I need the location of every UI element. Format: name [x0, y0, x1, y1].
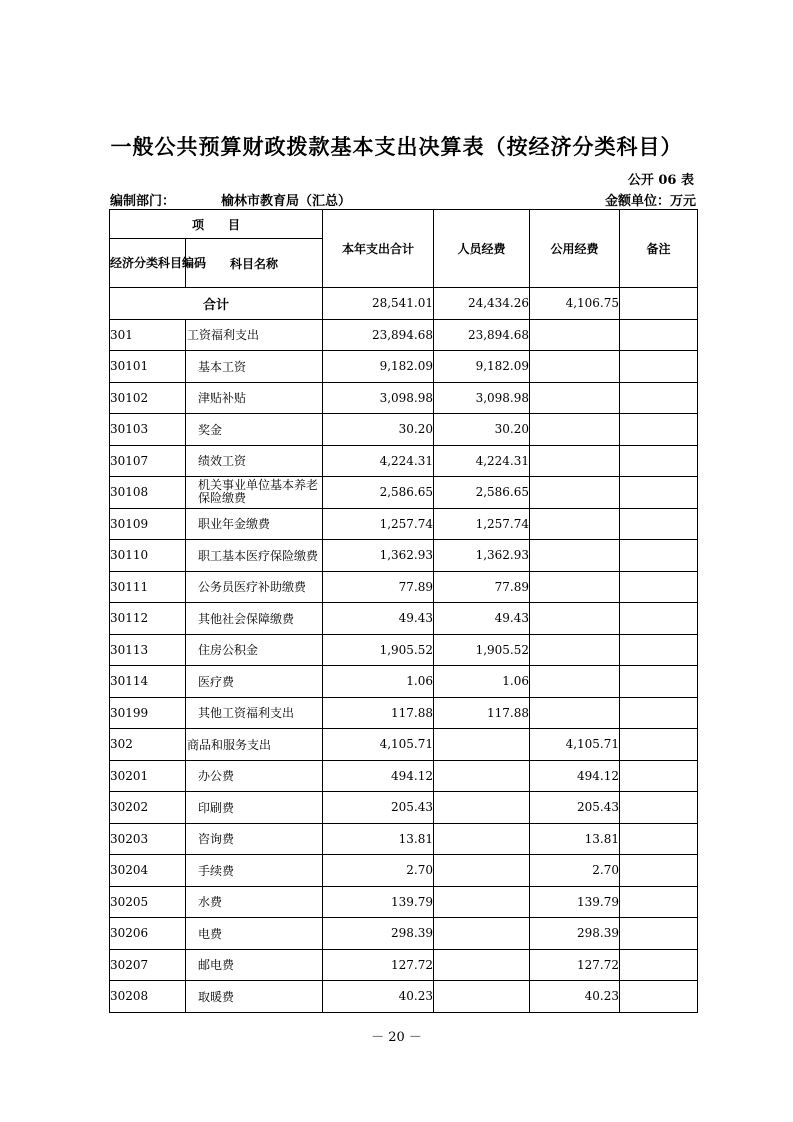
personnel-cell: 4,224.31 [434, 445, 530, 477]
public-cell [530, 445, 620, 477]
public-cell [530, 382, 620, 414]
total-label: 合计 [110, 288, 323, 320]
total-cell: 30.20 [323, 414, 434, 446]
header-total: 本年支出合计 [323, 210, 434, 288]
total-cell: 3,098.98 [323, 382, 434, 414]
remark-cell [620, 414, 698, 446]
code-cell: 30110 [110, 540, 186, 572]
name-cell: 津贴补贴 [186, 382, 323, 414]
name-cell: 电费 [186, 918, 323, 950]
total-row [110, 288, 698, 320]
remark-cell [620, 918, 698, 950]
personnel-cell: 1,362.93 [434, 540, 530, 572]
public-cell [530, 540, 620, 572]
name-cell: 医疗费 [186, 666, 323, 698]
remark-cell [620, 823, 698, 855]
total-cell: 13.81 [323, 823, 434, 855]
header-item: 项 目 [110, 210, 323, 239]
page-title: 一般公共预算财政拨款基本支出决算表（按经济分类科目） [110, 134, 683, 159]
name-cell: 奖金 [186, 414, 323, 446]
public-cell: 13.81 [530, 823, 620, 855]
public-cell: 494.12 [530, 760, 620, 792]
code-cell: 30112 [110, 603, 186, 635]
expenditure-table [109, 209, 698, 1013]
total-cell: 139.79 [323, 886, 434, 918]
personnel-cell [434, 886, 530, 918]
name-cell: 公务员医疗补助缴费 [186, 571, 323, 603]
code-cell: 30208 [110, 981, 186, 1013]
name-cell: 商品和服务支出 [186, 729, 323, 761]
table-row [110, 319, 698, 351]
table-row [110, 603, 698, 635]
total-cell: 1,257.74 [323, 508, 434, 540]
name-cell: 印刷费 [186, 792, 323, 824]
report-meta [110, 190, 696, 208]
code-cell: 30102 [110, 382, 186, 414]
public-cell: 139.79 [530, 886, 620, 918]
name-cell: 住房公积金 [186, 634, 323, 666]
table-row [110, 571, 698, 603]
table-row [110, 949, 698, 981]
code-cell: 30206 [110, 918, 186, 950]
total-cell: 23,894.68 [323, 319, 434, 351]
table-row [110, 760, 698, 792]
code-cell: 30107 [110, 445, 186, 477]
public-cell [530, 319, 620, 351]
name-cell: 水费 [186, 886, 323, 918]
table-row [110, 792, 698, 824]
table-row [110, 697, 698, 729]
personnel-cell: 1,257.74 [434, 508, 530, 540]
name-cell: 手续费 [186, 855, 323, 887]
table-row [110, 351, 698, 383]
remark-cell [620, 540, 698, 572]
name-cell: 邮电费 [186, 949, 323, 981]
remark-cell [620, 634, 698, 666]
table-row [110, 918, 698, 950]
public-cell: 205.43 [530, 792, 620, 824]
code-cell: 302 [110, 729, 186, 761]
code-cell: 30201 [110, 760, 186, 792]
table-row [110, 445, 698, 477]
header-public: 公用经费 [530, 210, 620, 288]
personnel-cell: 3,098.98 [434, 382, 530, 414]
remark-cell [620, 571, 698, 603]
code-cell: 30101 [110, 351, 186, 383]
name-cell: 取暖费 [186, 981, 323, 1013]
table-row [110, 729, 698, 761]
remark-cell [620, 319, 698, 351]
total-cell: 494.12 [323, 760, 434, 792]
personnel-cell [434, 918, 530, 950]
table-row [110, 823, 698, 855]
table-row [110, 414, 698, 446]
remark-cell [620, 477, 698, 509]
name-cell: 机关事业单位基本养老保险缴费 [186, 477, 323, 509]
personnel-cell: 23,894.68 [434, 319, 530, 351]
total-cell: 1,905.52 [323, 634, 434, 666]
total-personnel: 24,434.26 [434, 288, 530, 320]
name-cell: 职工基本医疗保险缴费 [186, 540, 323, 572]
remark-cell [620, 382, 698, 414]
personnel-cell: 77.89 [434, 571, 530, 603]
code-cell: 30114 [110, 666, 186, 698]
public-cell [530, 477, 620, 509]
table-row [110, 855, 698, 887]
public-cell: 127.72 [530, 949, 620, 981]
name-cell: 基本工资 [186, 351, 323, 383]
personnel-cell: 1.06 [434, 666, 530, 698]
personnel-cell: 117.88 [434, 697, 530, 729]
table-row [110, 981, 698, 1013]
public-cell [530, 603, 620, 635]
public-cell: 298.39 [530, 918, 620, 950]
remark-cell [620, 445, 698, 477]
remark-cell [620, 666, 698, 698]
table-row [110, 666, 698, 698]
table-body [110, 288, 698, 1013]
public-cell [530, 508, 620, 540]
total-cell: 205.43 [323, 792, 434, 824]
code-cell: 30109 [110, 508, 186, 540]
total-cell: 4,224.31 [323, 445, 434, 477]
name-cell: 其他工资福利支出 [186, 697, 323, 729]
remark-cell [620, 351, 698, 383]
code-cell: 30202 [110, 792, 186, 824]
remark-cell [620, 792, 698, 824]
public-cell [530, 666, 620, 698]
code-cell: 301 [110, 319, 186, 351]
remark-cell [620, 729, 698, 761]
code-cell: 30113 [110, 634, 186, 666]
code-cell: 30205 [110, 886, 186, 918]
personnel-cell: 2,586.65 [434, 477, 530, 509]
public-cell [530, 634, 620, 666]
table-row [110, 886, 698, 918]
personnel-cell [434, 855, 530, 887]
personnel-cell: 1,905.52 [434, 634, 530, 666]
name-cell: 职业年金缴费 [186, 508, 323, 540]
header-personnel: 人员经费 [434, 210, 530, 288]
remark-cell [620, 855, 698, 887]
name-cell: 绩效工资 [186, 445, 323, 477]
table-row [110, 540, 698, 572]
name-cell: 其他社会保障缴费 [186, 603, 323, 635]
total-cell: 49.43 [323, 603, 434, 635]
personnel-cell [434, 823, 530, 855]
remark-cell [620, 697, 698, 729]
public-cell: 2.70 [530, 855, 620, 887]
dept-label: 编制部门： [110, 194, 176, 209]
page-number: － 20 － [371, 1030, 422, 1045]
code-cell: 30111 [110, 571, 186, 603]
header-code: 经济分类科目编码 [110, 239, 186, 288]
code-cell: 30199 [110, 697, 186, 729]
total-cell: 9,182.09 [323, 351, 434, 383]
total-cell: 1,362.93 [323, 540, 434, 572]
personnel-cell [434, 949, 530, 981]
public-cell [530, 697, 620, 729]
personnel-cell [434, 760, 530, 792]
public-cell [530, 571, 620, 603]
form-number: 公开 06 表 [627, 173, 694, 188]
total-amount: 28,541.01 [323, 288, 434, 320]
table-row [110, 508, 698, 540]
code-cell: 30203 [110, 823, 186, 855]
table-row [110, 382, 698, 414]
name-cell: 办公费 [186, 760, 323, 792]
table-row [110, 634, 698, 666]
dept-name: 榆林市教育局（汇总） [221, 194, 352, 209]
public-cell [530, 414, 620, 446]
header-name: 科目名称 [186, 239, 323, 288]
code-cell: 30103 [110, 414, 186, 446]
total-cell: 127.72 [323, 949, 434, 981]
remark-cell [620, 508, 698, 540]
total-cell: 4,105.71 [323, 729, 434, 761]
table-row [110, 477, 698, 509]
remark-cell [620, 981, 698, 1013]
total-cell: 2,586.65 [323, 477, 434, 509]
remark-cell [620, 760, 698, 792]
total-remark [620, 288, 698, 320]
total-public: 4,106.75 [530, 288, 620, 320]
total-cell: 40.23 [323, 981, 434, 1013]
personnel-cell: 30.20 [434, 414, 530, 446]
total-cell: 298.39 [323, 918, 434, 950]
header-remark: 备注 [620, 210, 698, 288]
remark-cell [620, 886, 698, 918]
code-cell: 30207 [110, 949, 186, 981]
public-cell [530, 351, 620, 383]
total-cell: 2.70 [323, 855, 434, 887]
public-cell: 4,105.71 [530, 729, 620, 761]
total-cell: 1.06 [323, 666, 434, 698]
personnel-cell [434, 792, 530, 824]
total-cell: 77.89 [323, 571, 434, 603]
remark-cell [620, 603, 698, 635]
name-cell: 工资福利支出 [186, 319, 323, 351]
name-cell: 咨询费 [186, 823, 323, 855]
total-cell: 117.88 [323, 697, 434, 729]
amount-unit: 金额单位：万元 [604, 194, 696, 209]
code-cell: 30108 [110, 477, 186, 509]
personnel-cell: 49.43 [434, 603, 530, 635]
code-cell: 30204 [110, 855, 186, 887]
personnel-cell [434, 981, 530, 1013]
remark-cell [620, 949, 698, 981]
personnel-cell [434, 729, 530, 761]
personnel-cell: 9,182.09 [434, 351, 530, 383]
public-cell: 40.23 [530, 981, 620, 1013]
